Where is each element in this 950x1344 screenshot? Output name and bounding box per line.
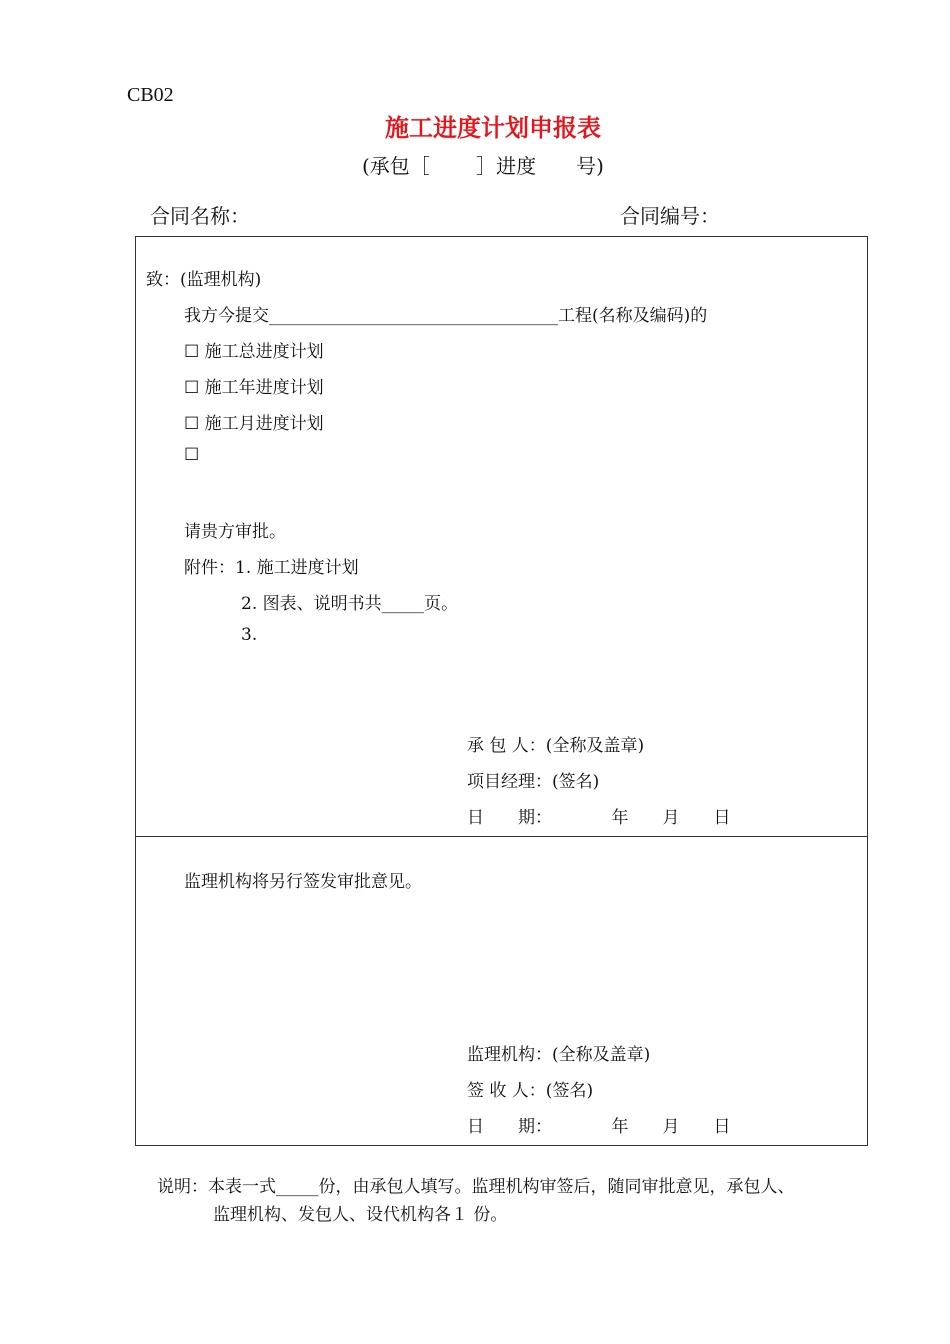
attachment-3: 3. [241,625,258,645]
form-title: 施工进度计划申报表 [385,113,601,142]
addressee-line: 致：(监理机构) [146,270,262,290]
form-code: CB02 [127,84,174,106]
attachment-1: 附件：1. 施工进度计划 [184,558,359,578]
option-annual-schedule[interactable]: ☐ 施工年进度计划 [184,378,324,398]
supervisor-date: 日 期： 年 月 日 [467,1117,731,1137]
receiver-signature: 签 收 人：(签名) [467,1081,594,1101]
contract-number-label: 合同编号： [620,204,720,228]
submit-line: 我方今提交__________________________________工程(名称及编码)的 [184,306,708,326]
option-monthly-schedule[interactable]: ☐ 施工月进度计划 [184,414,324,434]
manager-signature: 项目经理：(签名) [467,772,600,792]
contract-name-label: 合同名称： [150,204,250,228]
section-divider [135,836,868,837]
notes-line-2: 监理机构、发包人、设代机构各１ 份。 [213,1205,508,1225]
contractor-date: 日 期： 年 月 日 [467,808,731,828]
supervisor-signature: 监理机构：(全称及盖章) [467,1045,651,1065]
contractor-signature: 承 包 人：(全称及盖章) [467,736,645,756]
attachment-2: 2. 图表、说明书共_____页。 [241,594,459,614]
option-other[interactable]: ☐ [184,445,200,465]
option-total-schedule[interactable]: ☐ 施工总进度计划 [184,342,324,362]
notes-line-1: 说明：本表一式_____份，由承包人填写。监理机构审签后，随同审批意见，承包人、 [157,1177,795,1197]
form-subtitle: (承包［ ］进度 号) [362,154,604,178]
approval-request: 请贵方审批。 [184,522,286,542]
supervisor-opinion: 监理机构将另行签发审批意见。 [184,872,422,892]
